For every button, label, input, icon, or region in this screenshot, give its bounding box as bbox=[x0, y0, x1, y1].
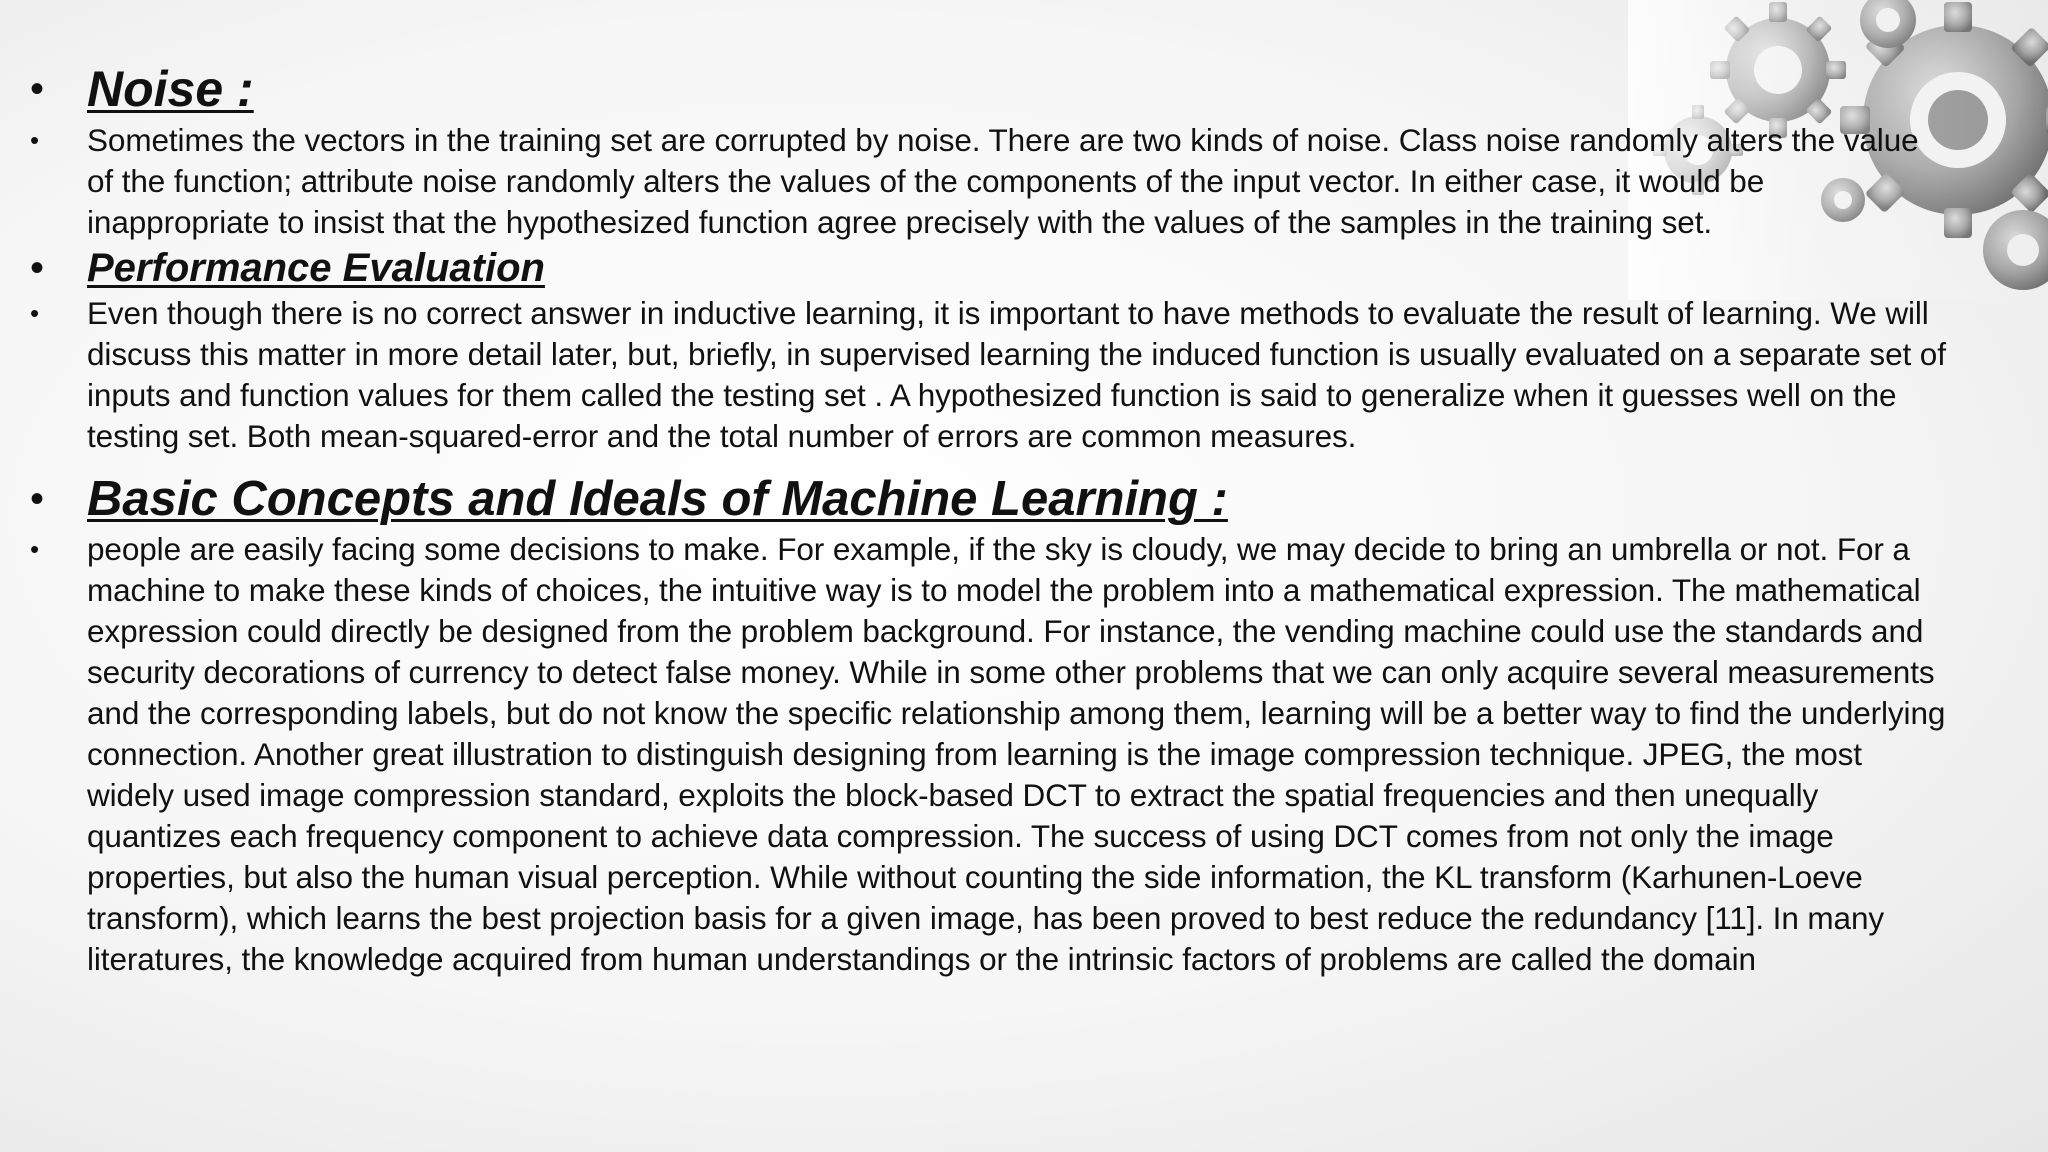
slide-content bbox=[28, 58, 1948, 980]
bullet-glyph: • bbox=[30, 534, 40, 564]
heading-bullet-basic-concepts bbox=[28, 469, 1948, 529]
heading-bullet-performance bbox=[28, 243, 1948, 293]
bullet-glyph: • bbox=[30, 298, 40, 328]
paragraph-noise: Sometimes the vectors in the training set are corrupted by noise. There are two kinds of noise. Class noise randomly alters the value of the function; attribute noise randomly alters the values of the components of the input vector. In either case, it would be inappropriate to insist that the hypothesized function agree precisely with the values of the samples in the training set. bbox=[87, 122, 1919, 240]
bullet-glyph: • bbox=[30, 246, 45, 290]
paragraph-basic-concepts: people are easily facing some decisions to make. For example, if the sky is cloudy, we may decide to bring an umbrella or not. For a machine to make these kinds of choices, the intuitive way is to model the problem into a mathematical expression. The mathematical expression could directly be designed from the problem background. For instance, the vending machine could use the standards and security decorations of currency to detect false money. While in some other problems that we can only acquire several measurements and the corresponding labels, but do not know the specific relationship among them, learning will be a better way to find the underlying connection. Another great illustration to distinguish designing from learning is the image compression technique. JPEG, the most widely used image compression standard, exploits the block-based DCT to extract the spatial frequencies and then unequally quantizes each frequency component to achieve data compression. The success of using DCT comes from not only the image properties, but also the human visual perception. While without counting the side information, the KL transform (Karhunen-Loeve transform), which learns the best projection basis for a given image, has been proved to best reduce the redundancy [11]. In many literatures, the knowledge acquired from human understandings or the intrinsic factors of problems are called the domain bbox=[87, 531, 1946, 977]
bullet-glyph: • bbox=[30, 477, 45, 521]
paragraph-bullet-noise bbox=[28, 120, 1948, 243]
heading-basic-concepts: Basic Concepts and Ideals of Machine Learning : bbox=[87, 472, 1228, 526]
paragraph-performance-evaluation: Even though there is no correct answer in inductive learning, it is important to have methods to evaluate the result of learning. We will discuss this matter in more detail later, but, briefly, in supervised learning the induced function is usually evaluated on a separate set of inputs and function values for them called the testing set . A hypothesized function is said to generalize when it guesses well on the testing set. Both mean-squared-error and the total number of errors are common measures. bbox=[87, 295, 1946, 454]
bullet-glyph: • bbox=[30, 67, 45, 111]
paragraph-bullet-performance bbox=[28, 293, 1948, 457]
heading-noise: Noise : bbox=[87, 61, 254, 117]
heading-bullet-noise bbox=[28, 58, 1948, 120]
paragraph-bullet-basic-concepts bbox=[28, 529, 1948, 980]
heading-performance-evaluation: Performance Evaluation bbox=[87, 246, 545, 290]
bullet-glyph: • bbox=[30, 125, 40, 155]
